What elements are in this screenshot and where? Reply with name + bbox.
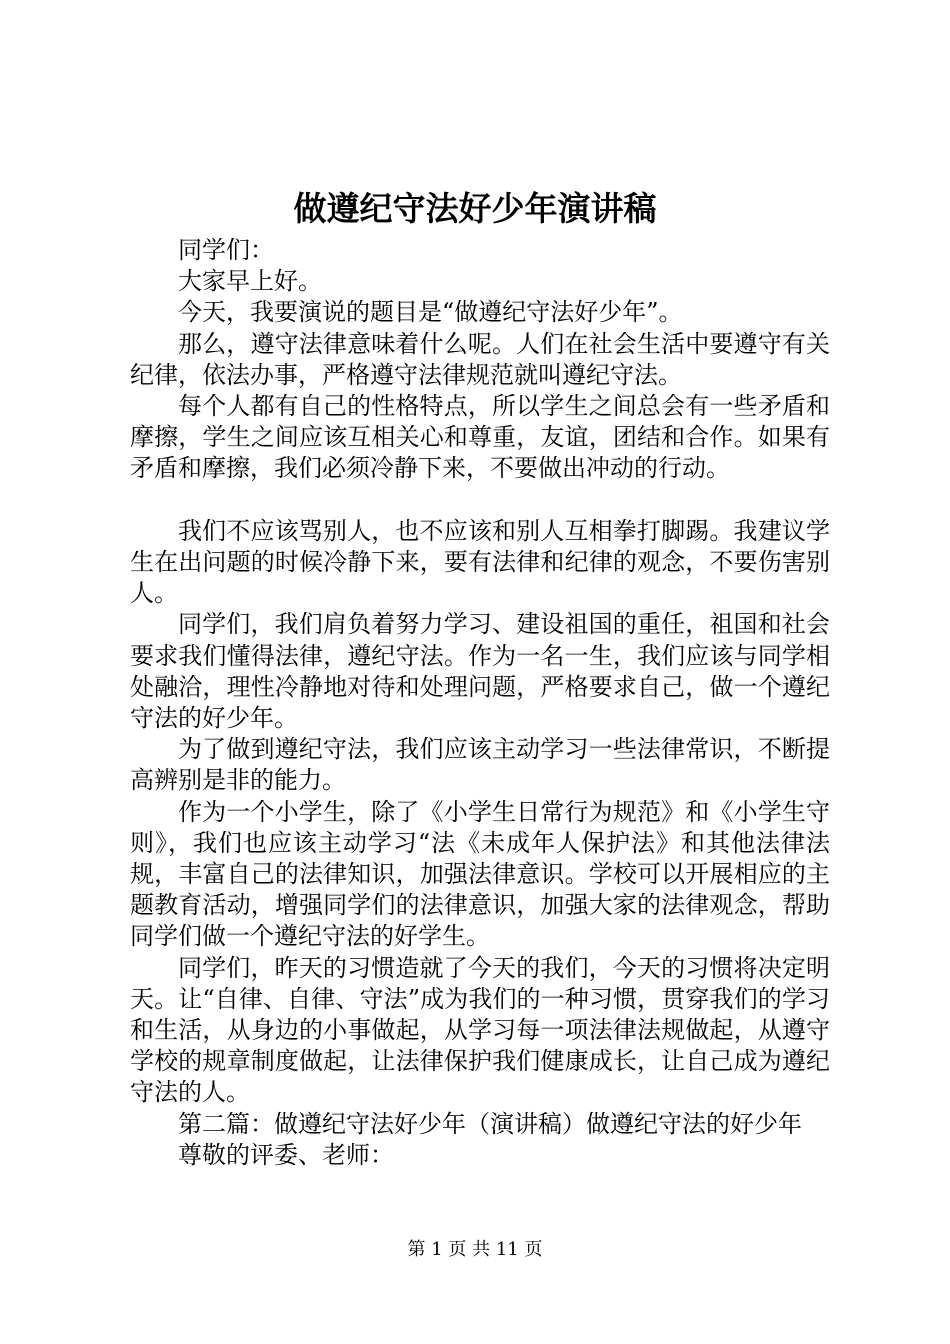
document-title: 做遵纪守法好少年演讲稿: [293, 189, 657, 228]
paragraph-second-article: 第二篇：做遵纪守法好少年（演讲稿）做遵纪守法的好少年: [178, 1109, 802, 1138]
page-footer: 第 1 页 共 11 页: [407, 1239, 543, 1260]
document-body: [130, 235, 830, 1171]
blank-line: [130, 485, 830, 516]
paragraph-conflicts: 每个人都有自己的性格特点，所以学生之间总会有一些矛盾和摩擦，学生之间应该互相关心和尊重，友谊，团结和合作。如果有矛盾和摩擦，我们必须冷静下来，不要做出冲动的行动。: [130, 392, 830, 483]
paragraph-good-morning: 大家早上好。: [178, 267, 322, 296]
paragraph-meaning: 那么，遵守法律意味着什么呢。人们在社会生活中要遵守有关纪律，依法办事，严格遵守法律规范就叫遵纪守法。: [130, 329, 830, 389]
paragraph-topic: 今天，我要演说的题目是“做遵纪守法好少年”。: [178, 298, 683, 327]
paragraph-habits: 同学们，昨天的习惯造就了今天的我们，今天的习惯将决定明天。让“自律、自律、守法”成为我们的一种习惯，贯穿我们的学习和生活，从身边的小事做起，从学习每一项法律法规做起，从遵守学校的规章制度做起，让法律保护我们健康成长，让自己成为遵纪守法的人。: [130, 953, 830, 1107]
paragraph-learn-law: 为了做到遵纪守法，我们应该主动学习一些法律常识，不断提高辨别是非的能力。: [130, 735, 830, 795]
paragraph-student-rules: 作为一个小学生，除了《小学生日常行为规范》和《小学生守则》，我们也应该主动学习“法《未成年人保护法》和其他法律法规，丰富自己的法律知识，加强法律意识。学校可以开展相应的主题教育活动，增强同学们的法律意识，加强大家的法律观念，帮助同学们做一个遵纪守法的好学生。: [130, 797, 830, 951]
paragraph-salutation: 尊敬的评委、老师：: [178, 1140, 394, 1169]
paragraph-no-fighting: 我们不应该骂别人，也不应该和别人互相拳打脚踢。我建议学生在出问题的时候冷静下来，要有法律和纪律的观念，不要伤害别人。: [130, 516, 830, 608]
paragraph-greeting: 同学们：: [178, 236, 274, 264]
paragraph-responsibility: 同学们，我们肩负着努力学习、建设祖国的重任，祖国和社会要求我们懂得法律，遵纪守法。作为一名一生，我们应该与同学相处融洽，理性冷静地对待和处理问题，严格要求自己，做一个遵纪守法的好少年。: [130, 610, 830, 733]
